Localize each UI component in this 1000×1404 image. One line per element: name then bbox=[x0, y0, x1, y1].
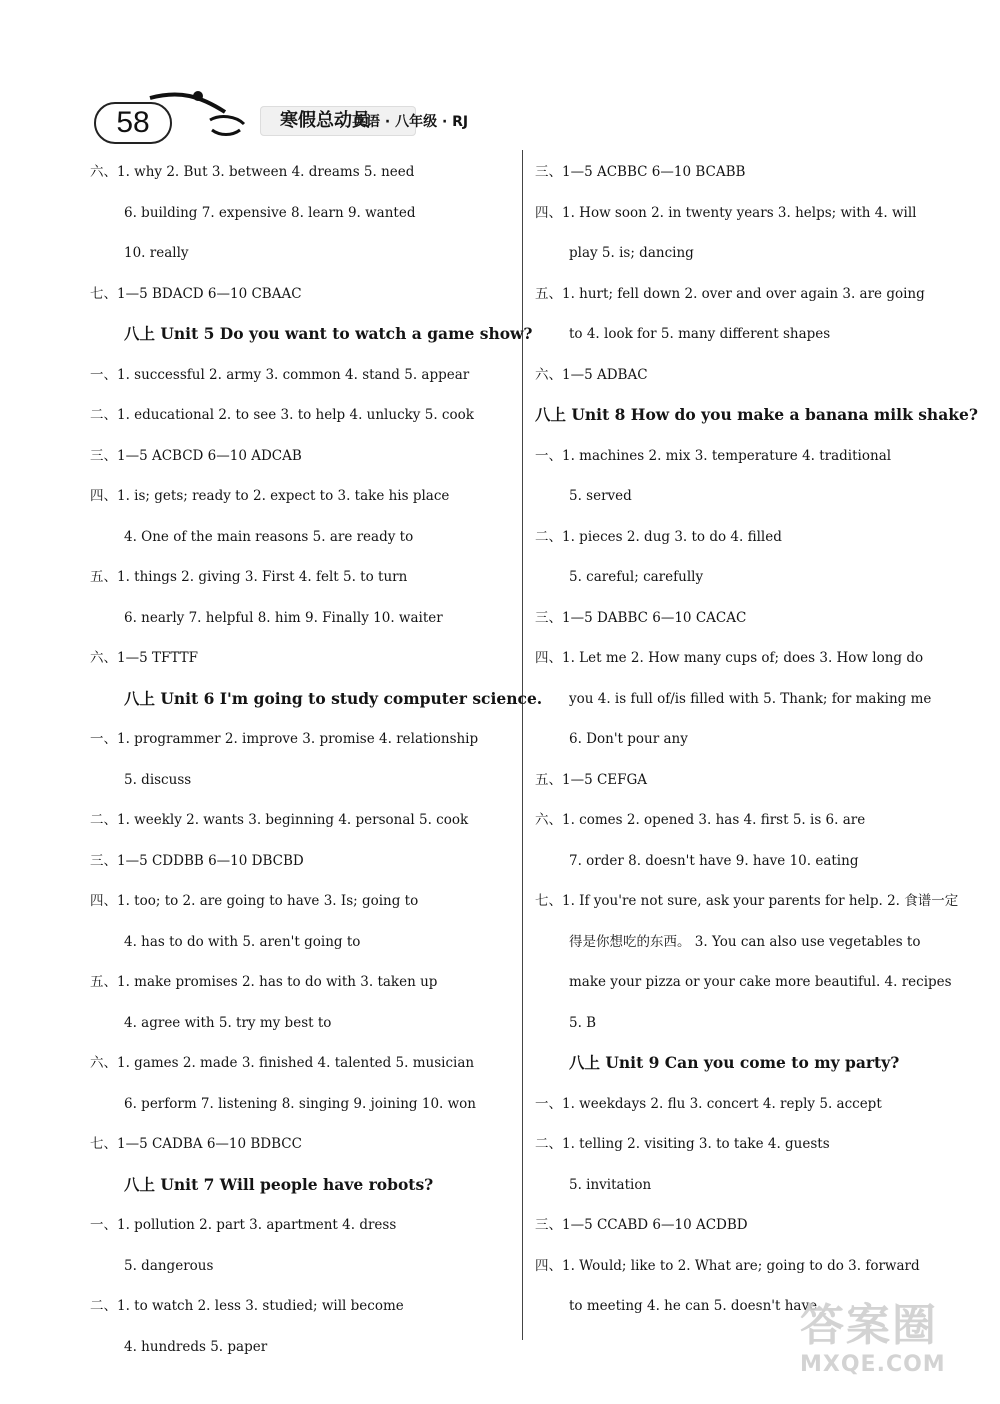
answer-line: 三、1—5 CCABD 6—10 ACDBD bbox=[535, 1217, 748, 1233]
answer-line: 六、1. why 2. But 3. between 4. dreams 5. need bbox=[90, 164, 415, 180]
answer-line: 4. agree with 5. try my best to bbox=[124, 1014, 332, 1031]
answer-line: 10. really bbox=[124, 245, 189, 261]
answer-line: 三、1—5 DABBC 6—10 CACAC bbox=[535, 609, 747, 626]
answer-line: 一、1. successful 2. army 3. common 4. stand 5. appear bbox=[90, 366, 470, 383]
answer-line: 二、1. pieces 2. dug 3. to do 4. filled bbox=[535, 528, 782, 545]
answer-line: 四、1. How soon 2. in twenty years 3. helps; with 4. will bbox=[535, 204, 917, 221]
answer-line: 二、1. weekly 2. wants 3. beginning 4. personal 5. cook bbox=[90, 812, 469, 828]
answer-line: 4. hundreds 5. paper bbox=[124, 1338, 268, 1355]
answer-line: 五、1. make promises 2. has to do with 3. taken up bbox=[90, 974, 438, 990]
answer-line: 4. has to do with 5. aren't going to bbox=[124, 933, 361, 950]
answer-line: 一、1. machines 2. mix 3. temperature 4. traditional bbox=[535, 447, 892, 464]
page-header bbox=[90, 90, 510, 150]
answer-line: 六、1—5 TFTTF bbox=[90, 650, 198, 666]
unit-heading: 八上 Unit 6 I'm going to study computer science. bbox=[124, 688, 543, 708]
unit-heading: 八上 Unit 9 Can you come to my party? bbox=[569, 1053, 900, 1072]
answer-line: 三、1—5 ACBCD 6—10 ADCAB bbox=[90, 447, 302, 464]
unit-heading: 八上 Unit 7 Will people have robots? bbox=[124, 1174, 434, 1194]
answer-line: 三、1—5 CDDBB 6—10 DBCBD bbox=[90, 852, 304, 869]
answer-line: 一、1. pollution 2. part 3. apartment 4. dress bbox=[90, 1217, 397, 1233]
subject-label: 英语 · 八年级 · RJ bbox=[352, 114, 469, 130]
answer-line: 二、1. to watch 2. less 3. studied; will become bbox=[90, 1298, 404, 1314]
answer-line: 一、1. programmer 2. improve 3. promise 4. relationship bbox=[90, 731, 479, 747]
answer-line: 六、1. games 2. made 3. finished 4. talented 5. musician bbox=[90, 1055, 475, 1071]
answer-line: to 4. look for 5. many different shapes bbox=[569, 326, 831, 342]
watermark-title: 答案圈 bbox=[800, 1300, 938, 1351]
answer-line: 5. served bbox=[569, 488, 632, 504]
answer-line: 六、1—5 ADBAC bbox=[535, 366, 648, 383]
answer-line: make your pizza or your cake more beautiful. 4. recipes bbox=[569, 974, 952, 990]
answer-line: 6. perform 7. listening 8. singing 9. joining 10. won bbox=[124, 1095, 476, 1112]
answer-line: 五、1. hurt; fell down 2. over and over again 3. are going bbox=[535, 285, 925, 302]
answer-line: you 4. is full of/is filled with 5. Thank; for making me bbox=[569, 690, 932, 707]
answer-line: 四、1. Let me 2. How many cups of; does 3. How long do bbox=[535, 650, 924, 666]
answer-line: 5. careful; carefully bbox=[569, 569, 704, 585]
answer-line: play 5. is; dancing bbox=[569, 245, 694, 261]
answer-line: 二、1. telling 2. visiting 3. to take 4. guests bbox=[535, 1136, 830, 1152]
answer-line: 7. order 8. doesn't have 9. have 10. eating bbox=[569, 852, 859, 869]
answer-line: 六、1. comes 2. opened 3. has 4. first 5. is 6. are bbox=[535, 812, 866, 828]
book-title-banner: 寒假总动员 bbox=[260, 106, 416, 136]
answer-line: 6. building 7. expensive 8. learn 9. wanted bbox=[124, 204, 416, 221]
answer-line: 5. B bbox=[569, 1014, 597, 1031]
answer-line: 五、1. things 2. giving 3. First 4. felt 5. to turn bbox=[90, 569, 408, 585]
answer-line: 5. invitation bbox=[569, 1176, 652, 1193]
answer-line: 四、1. Would; like to 2. What are; going to do 3. forward bbox=[535, 1257, 920, 1274]
watermark-site: MXQE.COM bbox=[800, 1352, 946, 1377]
left-answer-column bbox=[90, 158, 543, 1373]
answer-line: 一、1. weekdays 2. flu 3. concert 4. reply 5. accept bbox=[535, 1095, 882, 1112]
unit-heading: 八上 Unit 5 Do you want to watch a game show? bbox=[124, 324, 533, 343]
answer-line: 七、1—5 CADBA 6—10 BDBCC bbox=[90, 1136, 302, 1152]
answer-line: 二、1. educational 2. to see 3. to help 4. unlucky 5. cook bbox=[90, 407, 474, 423]
answer-line: 七、1. If you're not sure, ask your parents for help. 2. 食谱一定 bbox=[535, 893, 959, 909]
answer-line: 4. One of the main reasons 5. are ready to bbox=[124, 528, 414, 545]
answer-line: 四、1. too; to 2. are going to have 3. Is; going to bbox=[90, 893, 419, 909]
answer-line: 七、1—5 BDACD 6—10 CBAAC bbox=[90, 285, 302, 302]
answer-line: to meeting 4. he can 5. doesn't have bbox=[569, 1298, 818, 1314]
answer-line: 5. dangerous bbox=[124, 1257, 214, 1274]
answer-line: 四、1. is; gets; ready to 2. expect to 3. take his place bbox=[90, 488, 450, 504]
watermark-logo bbox=[800, 1300, 980, 1390]
answer-line: 5. discuss bbox=[124, 771, 192, 788]
right-answer-column bbox=[535, 158, 978, 1333]
answer-line: 得是你想吃的东西。 3. You can also use vegetables to bbox=[569, 933, 921, 950]
answer-line: 五、1—5 CEFGA bbox=[535, 771, 648, 788]
answer-line: 三、1—5 ACBBC 6—10 BCABB bbox=[535, 164, 746, 180]
page-number: 58 bbox=[94, 102, 172, 144]
answer-line: 6. nearly 7. helpful 8. him 9. Finally 10. waiter bbox=[124, 609, 443, 626]
answer-line: 6. Don't pour any bbox=[569, 731, 688, 747]
unit-heading: 八上 Unit 8 How do you make a banana milk shake? bbox=[535, 405, 978, 424]
